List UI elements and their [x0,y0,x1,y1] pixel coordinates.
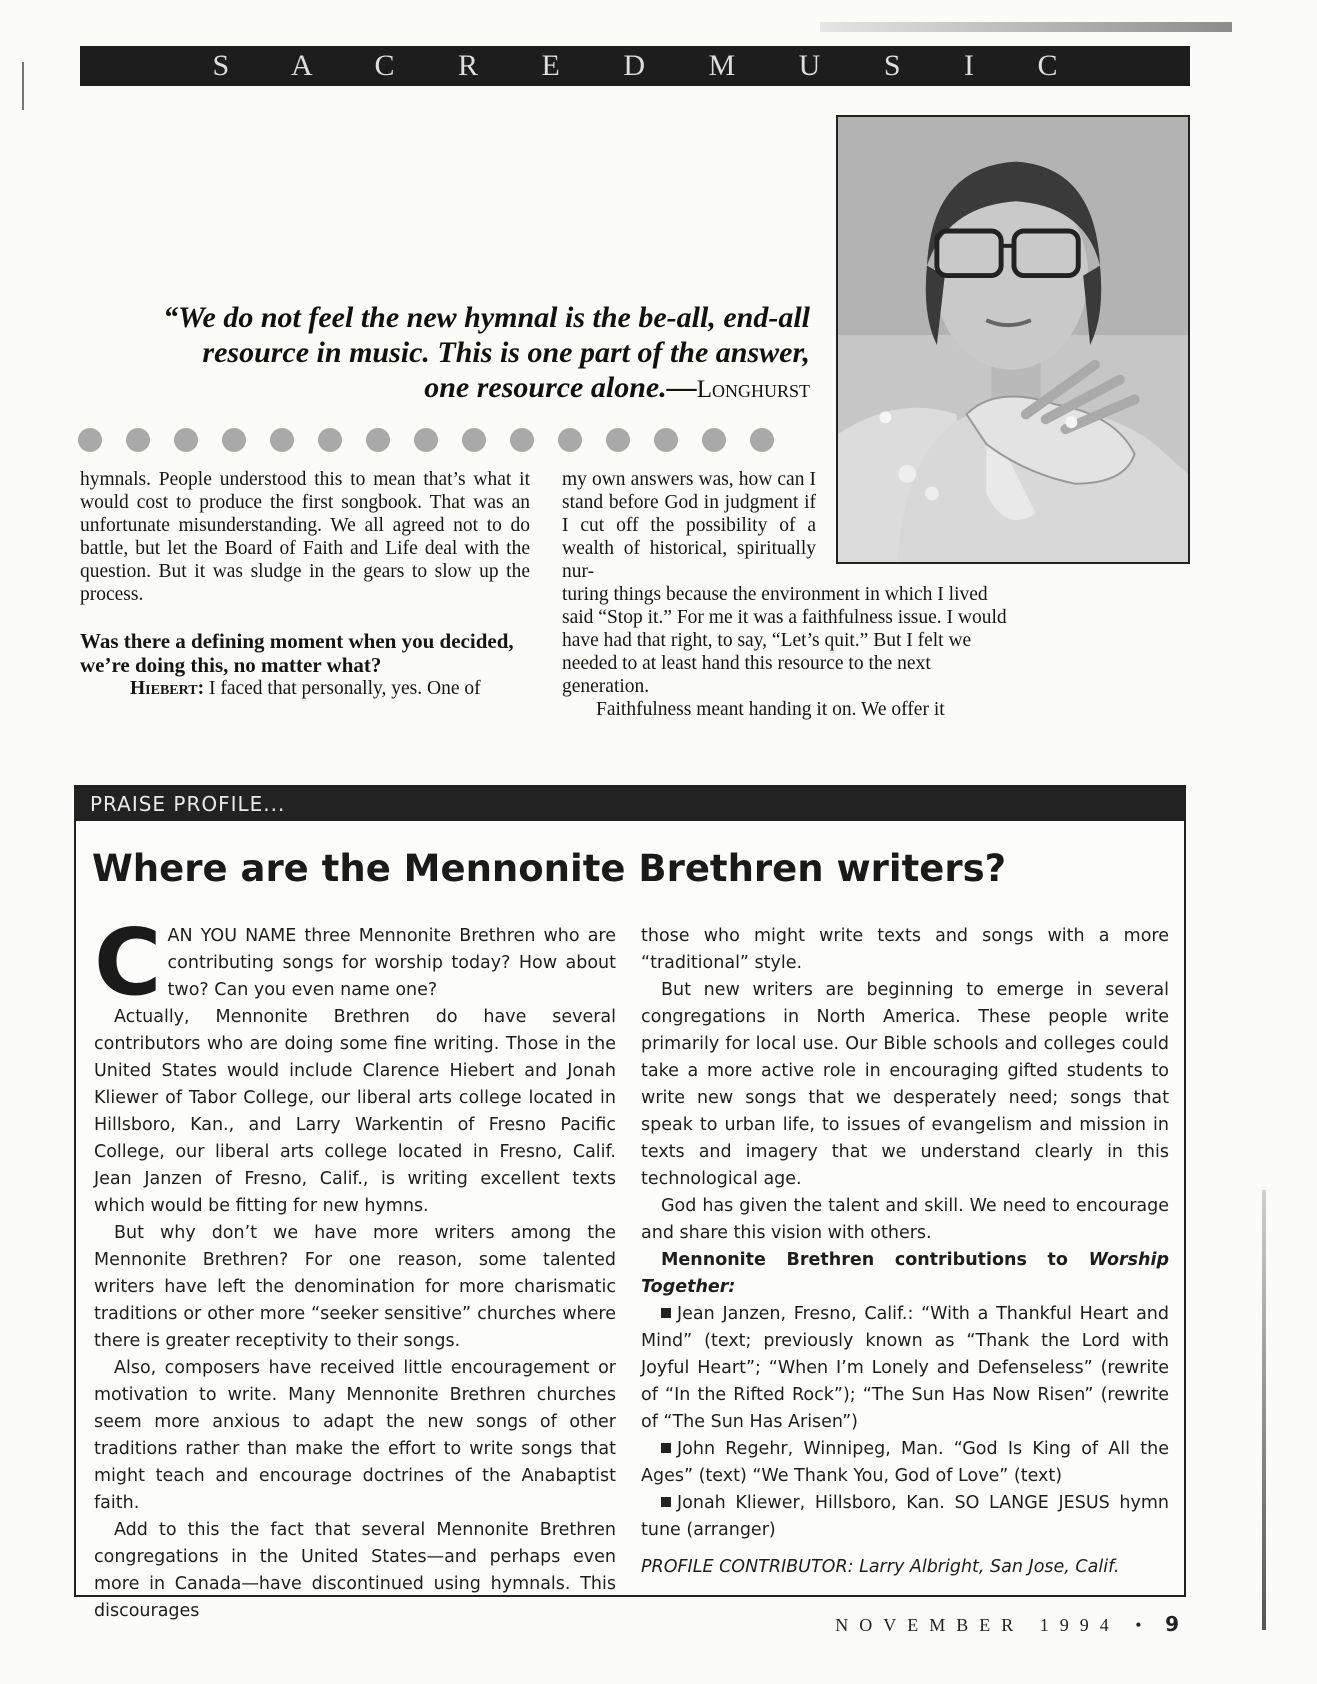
praise-profile-bar: PRAISE PROFILE... [76,787,1184,821]
bullet-icon [661,1497,671,1507]
profile-paragraph: God has given the talent and skill. We need to encourage and share this vision with others. [641,1196,1169,1243]
bullet-icon [661,1308,671,1318]
article-column-left [80,468,530,700]
decorative-dot [366,428,390,452]
lead-caps: AN YOU NAME [167,926,297,946]
profile-paragraph-lead [94,909,616,1016]
decorative-dot [222,428,246,452]
lead-text: three Mennonite Brethren who are contributing songs for worship today? How about two? Can you even name one? [167,926,616,1000]
contributions-heading [641,1247,1169,1301]
pull-quote-attribution: Longhurst [696,376,810,403]
contribution-text: John Regehr, Winnipeg, Man. “God Is King of All the Ages” (text) “We Thank You, God of Love” (text) [641,1439,1169,1486]
decorative-dot [414,428,438,452]
article-column-right [562,468,1010,721]
hymnal-title: Worship Together: [641,1250,1169,1297]
article-paragraph: Faithfulness meant handing it on. We offer it [596,699,945,720]
profile-paragraph: those who might write texts and songs with a more “traditional” style. [641,926,1169,973]
interview-answer [80,677,530,700]
contribution-item [641,1490,1169,1544]
decorative-dot [78,428,102,452]
section-header-bar [80,46,1190,86]
article-paragraph-wide: turing things because the environment in which I lived said “Stop it.” For me it was a faithfulness issue. I would have had that right, to say, “Let’s quit.” But I felt we needed to at least hand this resource to the next generation. [562,584,1007,697]
top-edge-shading [820,22,1232,32]
contribution-text: Jean Janzen, Fresno, Calif.: “With a Thankful Heart and Mind” (text; previously known as “Thank the Lord with Joyful Heart”; “When I’m Lonely and Defenseless” (rewrite of “In the Rifted Rock”); “The Sun Has Now Risen” (rewrite of “The Sun Has Arisen”) [641,1304,1169,1432]
drop-cap: C [94,909,162,1016]
praise-profile-box [74,785,1186,1621]
decorative-dot [654,428,678,452]
profile-contributor-credit: PROFILE CONTRIBUTOR: Larry Albright, San Jose, Calif. [641,1557,1120,1577]
bullet-icon [661,1443,671,1453]
decorative-dot [174,428,198,452]
issue-date: NOVEMBER 1994 [835,1615,1120,1635]
interview-question: Was there a defining moment when you decided, we’re doing this, no matter what? [80,629,514,677]
profile-paragraph: Also, composers have received little encouragement or motivation to write. Many Mennonite Brethren churches seem more anxious to adapt the new songs of other traditions rather than make the effort to write songs that might teach and encourage doctrines of the Anabaptist faith. [94,1358,616,1513]
contribution-item [641,1436,1169,1490]
decorative-dot [606,428,630,452]
decorative-dot [510,428,534,452]
left-margin-rule [22,62,24,110]
decorative-dot [750,428,774,452]
profile-paragraph: Add to this the fact that several Mennonite Brethren congregations in the United States—and perhaps even more in Canada—have discontinued using hymnals. This discourages [94,1520,616,1621]
decorative-dot [270,428,294,452]
decorative-dot-row [78,428,838,456]
decorative-dot [126,428,150,452]
right-edge-shading [1262,1190,1266,1630]
profile-column-left [94,909,616,1625]
contribution-item [641,1301,1169,1436]
page-number: 9 [1165,1612,1179,1636]
decorative-dot [558,428,582,452]
answer-speaker: Hiebert: [130,678,205,699]
page-footer [835,1612,1179,1636]
contribution-text: Jonah Kliewer, Hillsboro, Kan. SO LANGE JESUS hymn tune (arranger) [641,1493,1169,1540]
article-paragraph-narrow: my own answers was, how can I stand before God in judgment if I cut off the possibility of a wealth of historical, spiritually nur- [562,469,816,582]
pull-quote-text: “We do not feel the new hymnal is the be-all, end-all resource in music. This is one part of the answer, one resource alone.— [163,301,810,404]
profile-paragraph: But new writers are beginning to emerge in several congregations in North America. These people write primarily for local use. Our Bible schools and colleges could take a more active role in encouraging gifted students to write new songs that we desperately need; songs that speak to urban life, to issues of evangelism and mission in texts and imagery that we understand clearly in this technological age. [641,980,1169,1189]
pull-quote [150,300,810,407]
profile-title: Where are the Mennonite Brethren writers? [92,847,1007,890]
profile-paragraph: But why don’t we have more writers among the Mennonite Brethren? For one reason, some talented writers have left the denomination for more charismatic traditions or other more “seeker sensitive” churches where there is greater receptivity to their songs. [94,1223,616,1351]
contributions-heading-text: Mennonite Brethren contributions to [661,1250,1089,1270]
article-paragraph: hymnals. People understood this to mean that’s what it would cost to produce the first songbook. That was an unfortunate misunderstanding. We all agreed not to do battle, but let the Board of Faith and Life deal with the question. But it was sludge in the gears to slow up the process. [80,469,530,605]
decorative-dot [462,428,486,452]
footer-separator: • [1135,1615,1150,1635]
profile-paragraph: Actually, Mennonite Brethren do have several contributors who are doing some fine writing. Those in the United States would include Clarence Hiebert and Jonah Kliewer of Tabor College, our liberal arts college located in Hillsboro, Kan., and Larry Warkentin of Fresno Pacific College, our liberal arts college located in Fresno, Calif. Jean Janzen of Fresno, Calif., is writing excellent texts which would be fitting for new hymns. [94,1007,616,1216]
answer-text: I faced that personally, yes. One of [204,678,481,699]
section-title: S A C R E D M U S I C [212,49,1086,82]
decorative-dot [318,428,342,452]
decorative-dot [702,428,726,452]
profile-column-right [641,923,1169,1544]
